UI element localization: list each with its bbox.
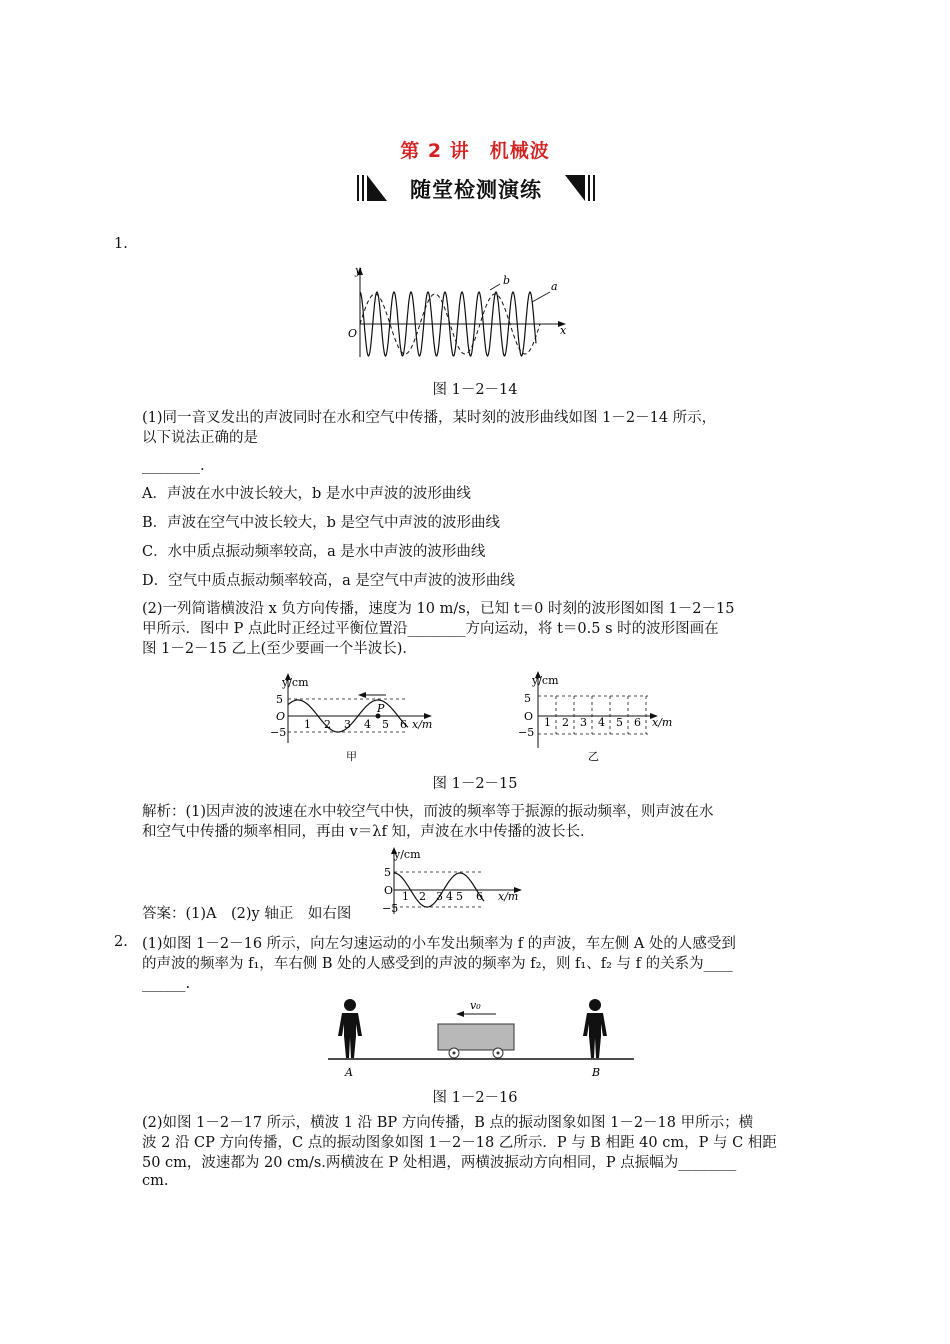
label-b: B bbox=[592, 1066, 601, 1079]
q1-analysis-line2: 和空气中传播的频率相同，再由 v＝λf 知，声波在水中传播的波长长． bbox=[142, 824, 595, 840]
figure-1-2-16 bbox=[326, 996, 636, 1086]
answer-xtick-4: 4 bbox=[446, 890, 453, 903]
yi-subcaption: 乙 bbox=[588, 750, 599, 763]
yi-xtick-1: 1 bbox=[544, 716, 551, 729]
cart-body bbox=[438, 1024, 514, 1050]
lecture-title: 第 2 讲 机械波 bbox=[400, 140, 550, 162]
jia-subcaption: 甲 bbox=[346, 750, 357, 763]
propagation-arrow-icon bbox=[358, 692, 366, 698]
fig14-label-a: a bbox=[551, 280, 558, 293]
yi-tick-neg5: −5 bbox=[518, 726, 535, 739]
yi-tick-origin: O bbox=[524, 710, 534, 723]
q1-part1-stem-line1: (1)同一音叉发出的声波同时在水和空气中传播，某时刻的波形曲线如图 1－2－14 所示， bbox=[142, 410, 717, 426]
jia-xtick-5: 5 bbox=[382, 718, 389, 731]
q2-part2-line3: 50 cm，波速都为 20 cm/s.两横波在 P 处相遇，两横波振动方向相同，P 点振幅为________ bbox=[142, 1155, 737, 1171]
jia-tick-neg5: −5 bbox=[270, 726, 287, 739]
q1-analysis-line1: 解析：(1)因声波的波速在水中较空气中快，而波的频率等于振源的振动频率，则声波在水 bbox=[142, 804, 714, 820]
option-a: A．声波在水中波长较大，b 是水中声波的波形曲线 bbox=[142, 486, 471, 502]
q1-part1-answer-blank: ________. bbox=[142, 458, 205, 474]
q1-part2-line1: (2)一列简谐横波沿 x 负方向传播，速度为 10 m/s，已知 t＝0 时刻的波形图如图 1－2－15 bbox=[142, 601, 735, 617]
q2-part1-line1: (1)如图 1－2－16 所示，向左匀速运动的小车发出频率为 f 的声波，车左侧 A 处的人感受到 bbox=[142, 936, 736, 952]
fig14-x-axis-label: x bbox=[560, 324, 567, 337]
jia-x-label: x/m bbox=[412, 718, 433, 731]
section-banner bbox=[356, 172, 596, 204]
q2-part1-line3: ______. bbox=[142, 976, 191, 992]
person-a-icon bbox=[338, 999, 362, 1058]
yi-xtick-2: 2 bbox=[562, 716, 569, 729]
yi-tick-5: 5 bbox=[524, 692, 531, 705]
answer-xtick-5: 5 bbox=[456, 890, 463, 903]
question-number-1: 1. bbox=[114, 236, 128, 252]
yi-xtick-5: 5 bbox=[616, 716, 623, 729]
yi-xtick-6: 6 bbox=[634, 716, 641, 729]
jia-point-p-label: P bbox=[377, 702, 385, 715]
jia-tick-5: 5 bbox=[276, 693, 283, 706]
q2-part2-line2: 波 2 沿 CP 方向传播，C 点的振动图象如图 1－2－18 乙所示．P 与 B 相距 40 cm，P 与 C 相距 bbox=[142, 1135, 777, 1151]
jia-y-label: y/cm bbox=[282, 676, 309, 689]
figure-1-2-14-caption: 图 1－2－14 bbox=[432, 382, 518, 398]
person-b-icon bbox=[583, 999, 607, 1058]
option-b: B．声波在空气中波长较大，b 是空气中声波的波形曲线 bbox=[142, 515, 501, 531]
figure-1-2-15-caption: 图 1－2－15 bbox=[432, 776, 518, 792]
figure-1-2-15-jia bbox=[262, 668, 442, 768]
answer-xtick-1: 1 bbox=[402, 890, 409, 903]
fig14-origin-label: O bbox=[348, 327, 358, 340]
yi-x-label: x/m bbox=[652, 716, 673, 729]
option-c: C．水中质点振动频率较高，a 是水中声波的波形曲线 bbox=[142, 544, 486, 560]
q1-part1-stem-line2: 以下说法正确的是 bbox=[142, 430, 258, 446]
jia-xtick-3: 3 bbox=[344, 718, 351, 731]
figure-1-2-15-yi bbox=[512, 666, 692, 768]
answer-xtick-3: 3 bbox=[436, 890, 443, 903]
q2-part2-line4: cm. bbox=[142, 1173, 169, 1189]
question-number-2: 2. bbox=[114, 934, 128, 950]
figure-1-2-14 bbox=[340, 262, 580, 372]
answer-tick-neg5: −5 bbox=[382, 902, 399, 915]
answer-y-label: y/cm bbox=[394, 848, 421, 861]
answer-tick-5: 5 bbox=[384, 866, 391, 879]
jia-xtick-1: 1 bbox=[304, 718, 311, 731]
q1-answer: 答案：(1)A (2)y 轴正 如右图 bbox=[142, 906, 352, 922]
label-a: A bbox=[345, 1066, 353, 1079]
fig14-label-b: b bbox=[503, 274, 511, 287]
yi-xtick-3: 3 bbox=[580, 716, 587, 729]
jia-xtick-6: 6 bbox=[400, 718, 407, 731]
q1-part2-line3: 图 1－2－15 乙上(至少要画一个半波长)． bbox=[142, 641, 417, 657]
jia-tick-origin: O bbox=[276, 710, 286, 723]
answer-xtick-6: 6 bbox=[476, 890, 483, 903]
figure-1-2-16-caption: 图 1－2－16 bbox=[432, 1090, 518, 1106]
answer-xtick-2: 2 bbox=[419, 890, 426, 903]
q2-part2-line1: (2)如图 1－2－17 所示，横波 1 沿 BP 方向传播，B 点的振动图象如图 1－2－18 甲所示；横 bbox=[142, 1115, 754, 1131]
answer-x-label: x/m bbox=[498, 890, 519, 903]
answer-tick-origin: O bbox=[384, 884, 394, 897]
velocity-label: v₀ bbox=[470, 999, 481, 1012]
jia-xtick-2: 2 bbox=[324, 718, 331, 731]
velocity-arrow-icon bbox=[456, 1011, 464, 1017]
q1-part2-line2: 甲所示．图中 P 点此时正经过平衡位置沿________方向运动，将 t＝0.5 s 时的波形图画在 bbox=[142, 621, 719, 637]
q2-part1-line2: 的声波的频率为 f₁，车右侧 B 处的人感受到的声波的频率为 f₂，则 f₁、f₂ 与 f 的关系为____ bbox=[142, 956, 733, 972]
banner-text: 随堂检测演练 bbox=[410, 178, 542, 202]
option-d: D．空气中质点振动频率较高，a 是空气中声波的波形曲线 bbox=[142, 573, 515, 589]
jia-xtick-4: 4 bbox=[364, 718, 371, 731]
fig14-y-axis-label: y bbox=[355, 264, 362, 277]
yi-y-label: y/cm bbox=[532, 674, 559, 687]
yi-xtick-4: 4 bbox=[598, 716, 605, 729]
